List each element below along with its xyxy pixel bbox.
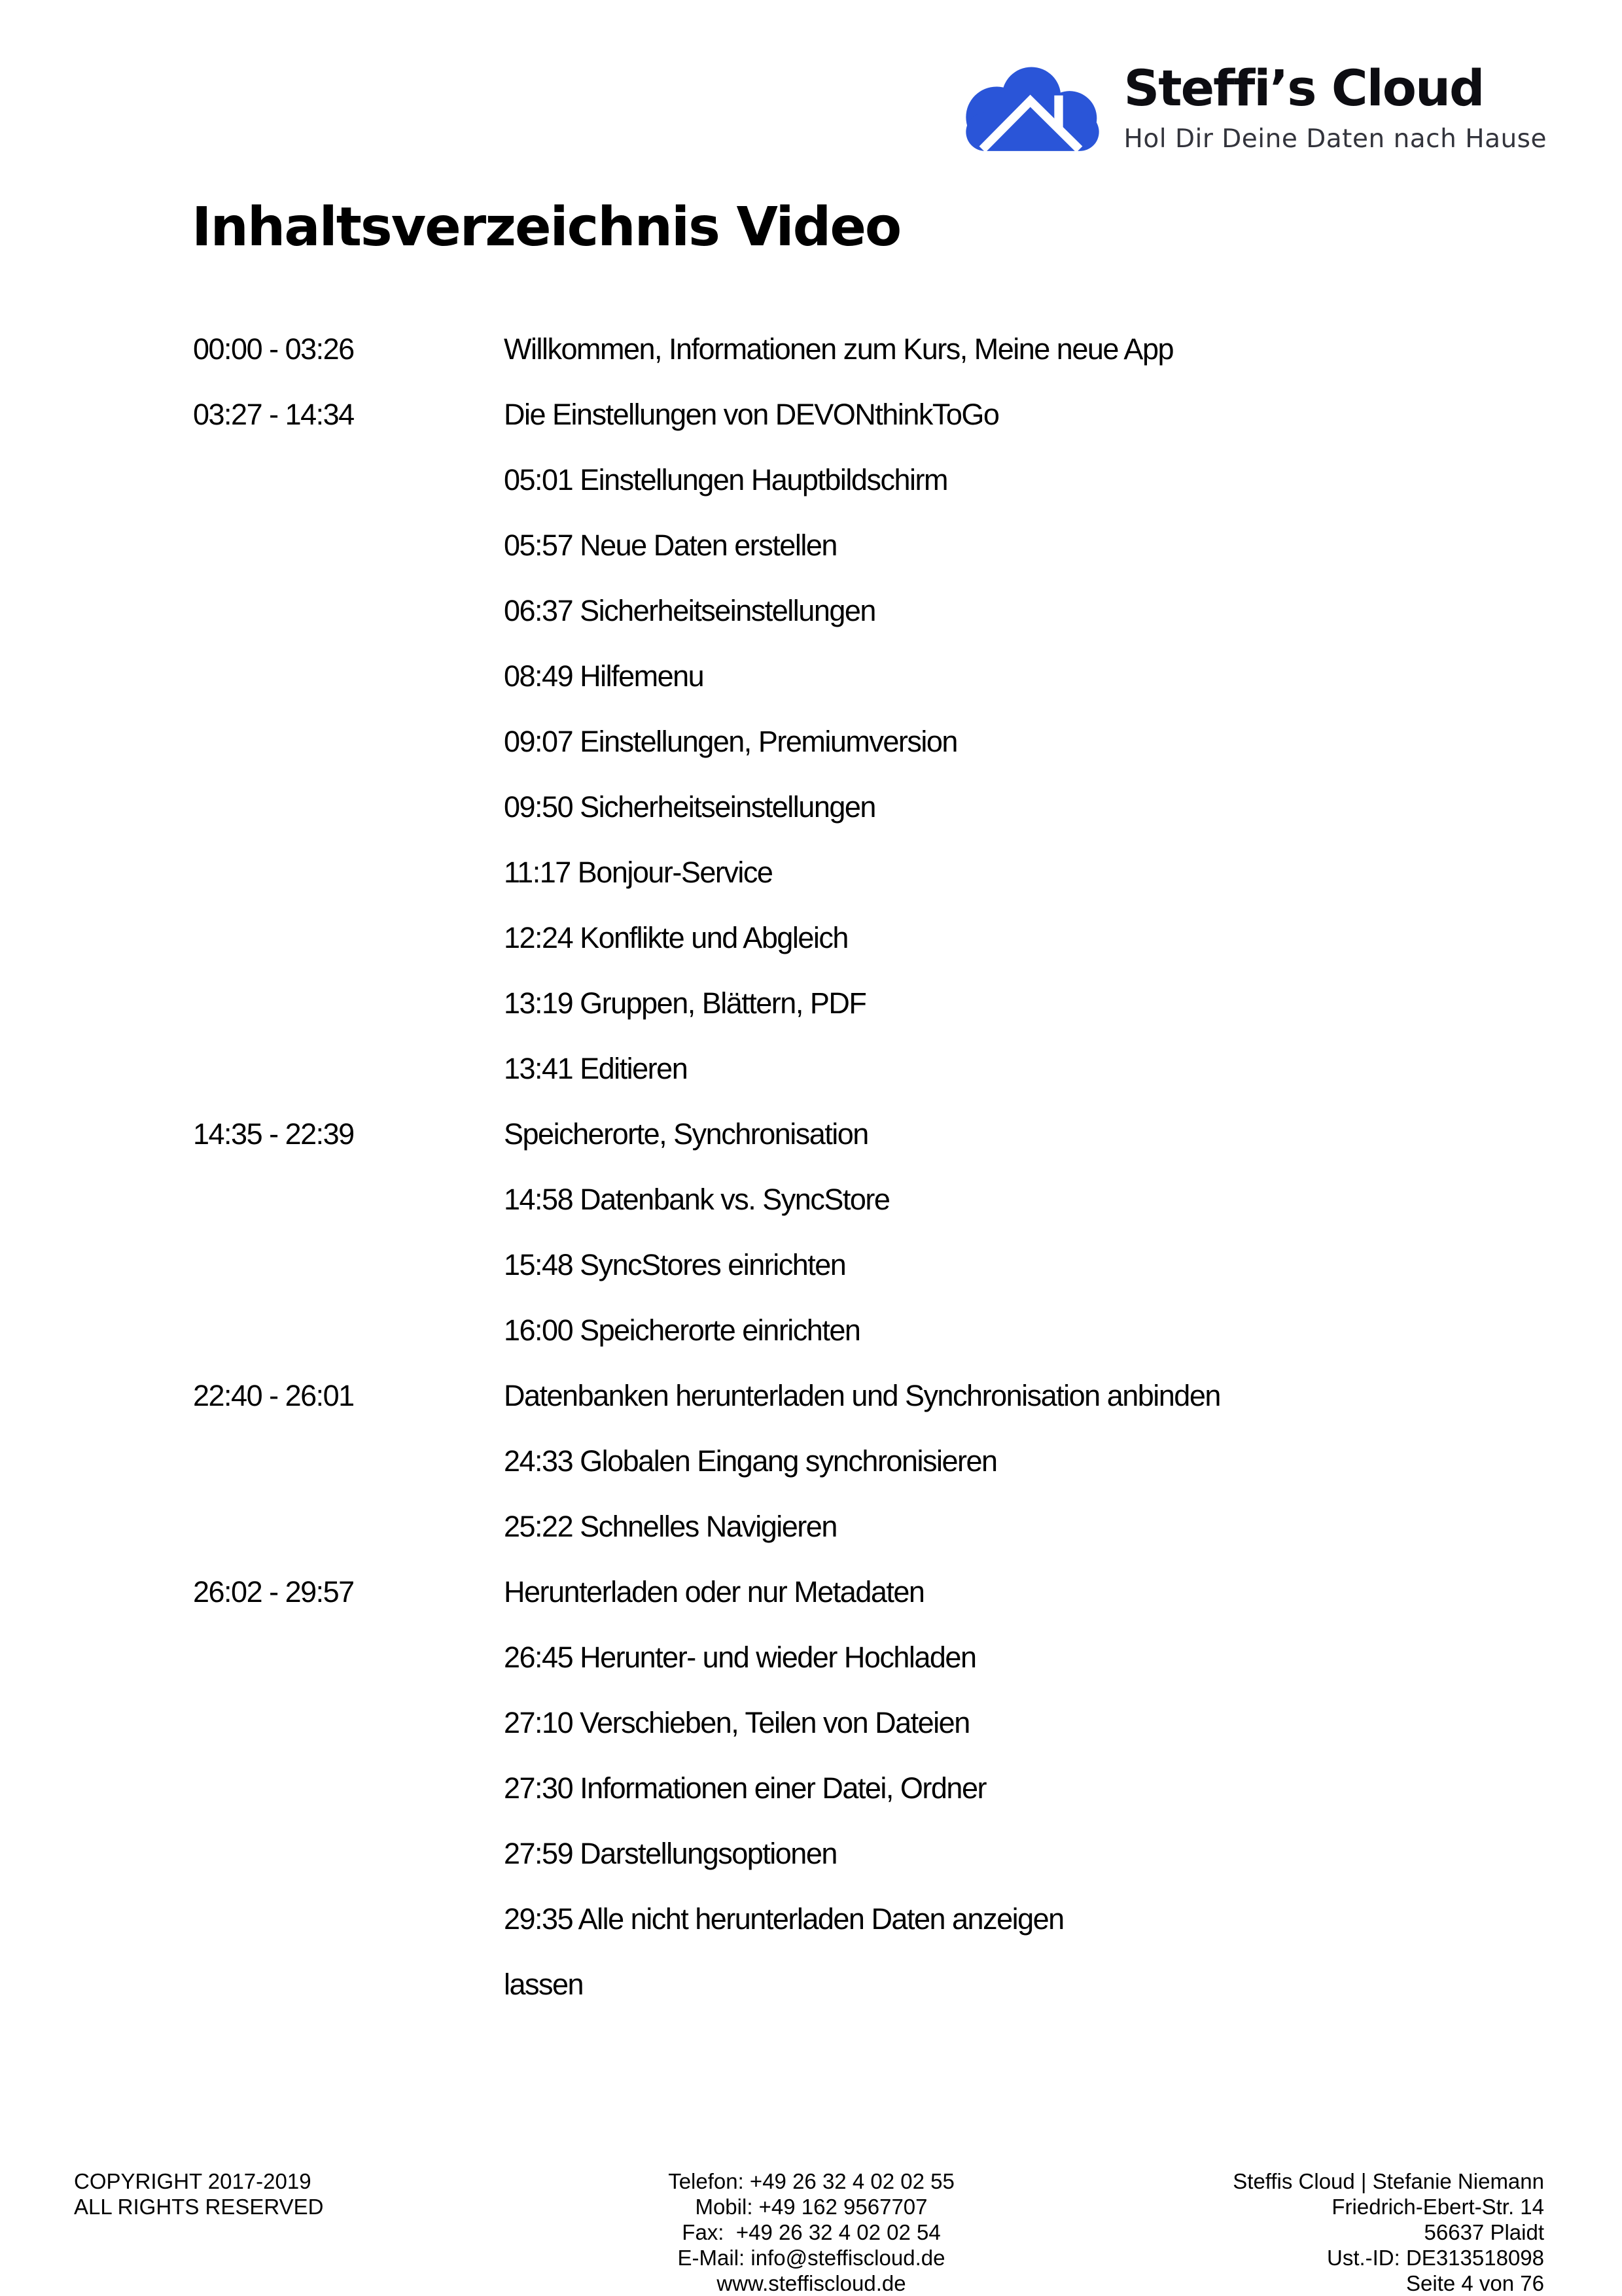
toc-row bbox=[193, 790, 1544, 856]
toc-time: 22:40 - 26:01 bbox=[193, 1379, 354, 1412]
footer-line: E-Mail: info@steffiscloud.de bbox=[677, 2246, 945, 2270]
toc-row bbox=[193, 1771, 1544, 1837]
toc-text: Speicherorte, Synchronisation bbox=[504, 1117, 868, 1151]
toc-row bbox=[193, 1379, 1544, 1444]
toc-row bbox=[193, 529, 1544, 594]
toc-text: 11:17 Bonjour-Service bbox=[504, 856, 773, 889]
toc-text: 25:22 Schnelles Navigieren bbox=[504, 1510, 837, 1543]
footer-address bbox=[1233, 2168, 1544, 2296]
toc-row bbox=[193, 1248, 1544, 1313]
toc-time: 03:27 - 14:34 bbox=[193, 398, 354, 431]
toc-row bbox=[193, 1968, 1544, 2033]
footer-line: Ust.-ID: DE313518098 bbox=[1326, 2246, 1544, 2270]
toc-text: 29:35 Alle nicht herunterladen Daten anzeigen bbox=[504, 1902, 1064, 1936]
footer-line: Seite 4 von 76 bbox=[1406, 2271, 1544, 2295]
toc-text: Herunterladen oder nur Metadaten bbox=[504, 1575, 925, 1609]
toc-row bbox=[193, 332, 1544, 398]
toc-row bbox=[193, 986, 1544, 1052]
toc-row bbox=[193, 1575, 1544, 1641]
toc-text: 24:33 Globalen Eingang synchronisieren bbox=[504, 1444, 997, 1478]
footer-line: Mobil: +49 162 9567707 bbox=[695, 2195, 928, 2219]
toc-text: 27:59 Darstellungsoptionen bbox=[504, 1837, 837, 1870]
page-title: Inhaltsverzeichnis Video bbox=[192, 196, 901, 258]
footer-line: Steffis Cloud | Stefanie Niemann bbox=[1233, 2169, 1544, 2193]
toc-text: 16:00 Speicherorte einrichten bbox=[504, 1313, 860, 1347]
toc-time: 14:35 - 22:39 bbox=[193, 1117, 354, 1151]
toc-row bbox=[193, 463, 1544, 529]
cloud-house-logo-icon bbox=[961, 59, 1104, 157]
toc-time: 00:00 - 03:26 bbox=[193, 332, 354, 366]
toc-row bbox=[193, 1902, 1544, 1968]
toc-row bbox=[193, 1641, 1544, 1706]
toc-text: 08:49 Hilfemenu bbox=[504, 659, 704, 693]
toc-text: 09:07 Einstellungen, Premiumversion bbox=[504, 725, 957, 758]
toc-text: 13:41 Editieren bbox=[504, 1052, 688, 1085]
footer-line: Friedrich-Ebert-Str. 14 bbox=[1331, 2195, 1544, 2219]
toc-text: 12:24 Konflikte und Abgleich bbox=[504, 921, 848, 954]
footer-line: COPYRIGHT 2017-2019 bbox=[74, 2169, 311, 2193]
toc-text: 15:48 SyncStores einrichten bbox=[504, 1248, 846, 1281]
toc-row bbox=[193, 1706, 1544, 1771]
footer-contact bbox=[615, 2168, 1008, 2296]
footer-copyright bbox=[74, 2168, 323, 2219]
toc-text: 26:45 Herunter- und wieder Hochladen bbox=[504, 1641, 976, 1674]
toc-text: Willkommen, Informationen zum Kurs, Meine neue App bbox=[504, 332, 1173, 366]
toc-row bbox=[193, 1837, 1544, 1902]
toc-text: 13:19 Gruppen, Blättern, PDF bbox=[504, 986, 866, 1020]
toc-row bbox=[193, 1052, 1544, 1117]
toc-text: Datenbanken herunterladen und Synchronisation anbinden bbox=[504, 1379, 1220, 1412]
footer-line: 56637 Plaidt bbox=[1424, 2220, 1544, 2244]
brand-header bbox=[961, 39, 1547, 157]
toc-text: 09:50 Sicherheitseinstellungen bbox=[504, 790, 875, 824]
brand-name: Steffi’s Cloud bbox=[1123, 59, 1484, 117]
footer-line: Telefon: +49 26 32 4 02 02 55 bbox=[668, 2169, 955, 2193]
toc-row bbox=[193, 594, 1544, 659]
brand-tagline: Hol Dir Deine Daten nach Hause bbox=[1123, 124, 1547, 154]
toc-text: 05:01 Einstellungen Hauptbildschirm bbox=[504, 463, 947, 496]
toc-text: lassen bbox=[504, 1968, 584, 2001]
toc-row bbox=[193, 1444, 1544, 1510]
footer-line: www.steffiscloud.de bbox=[716, 2271, 906, 2295]
toc-list bbox=[193, 332, 1544, 2033]
toc-row bbox=[193, 1313, 1544, 1379]
brand-text-block bbox=[1124, 61, 1547, 154]
toc-text: 27:30 Informationen einer Datei, Ordner bbox=[504, 1771, 986, 1805]
toc-text: 05:57 Neue Daten erstellen bbox=[504, 529, 837, 562]
toc-row bbox=[193, 1117, 1544, 1183]
toc-row bbox=[193, 725, 1544, 790]
toc-row bbox=[193, 398, 1544, 463]
toc-row bbox=[193, 921, 1544, 986]
footer-line: ALL RIGHTS RESERVED bbox=[74, 2195, 324, 2219]
toc-row bbox=[193, 1183, 1544, 1248]
toc-row bbox=[193, 659, 1544, 725]
toc-text: 14:58 Datenbank vs. SyncStore bbox=[504, 1183, 890, 1216]
toc-row bbox=[193, 856, 1544, 921]
toc-text: Die Einstellungen von DEVONthinkToGo bbox=[504, 398, 999, 431]
footer-line: Fax: +49 26 32 4 02 02 54 bbox=[682, 2220, 941, 2244]
toc-time: 26:02 - 29:57 bbox=[193, 1575, 354, 1609]
toc-text: 27:10 Verschieben, Teilen von Dateien bbox=[504, 1706, 970, 1739]
toc-text: 06:37 Sicherheitseinstellungen bbox=[504, 594, 875, 627]
toc-row bbox=[193, 1510, 1544, 1575]
